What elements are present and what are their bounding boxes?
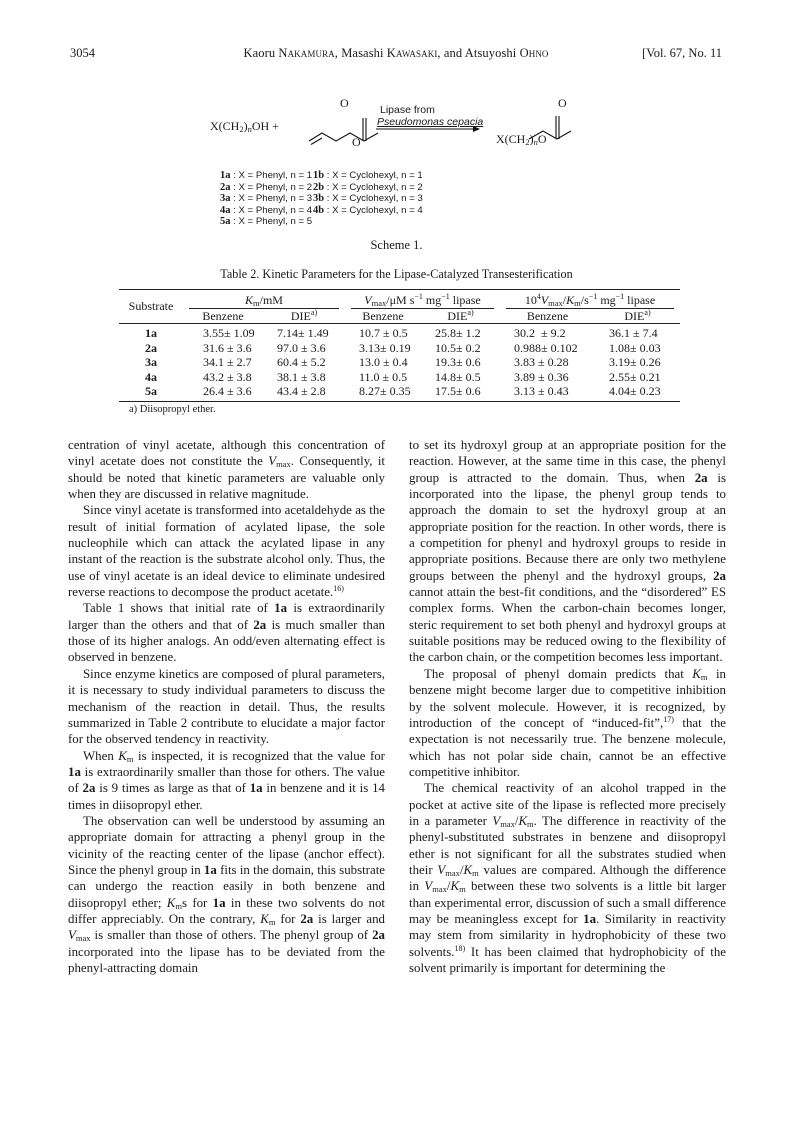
header-substrate: Substrate — [119, 290, 183, 324]
body-paragraph: The chemical reactivity of an alcohol trapped in the pocket at active site of the lipase is reflected more precisely in a parameter $V_{max}/K_m$. The difference in reactivity of the phenyl-substituted substrates in benzene and diisopropyl ether is not significant for all the substrates studied when their $V_{max}/K_m$ values are compared. Although the difference in $V_{max}/K_m$ between these two solvents is a little bit larger than experimental error, discussion of such a small difference may be meaningless except for 1a. Similarity in reactivity may stem from similarity in hydrophobicity of these two solvents.$^{18)}$ It has been claimed that hydrophobicity of the solvent primarily is important for determining the — [409, 781, 727, 975]
value-cell: 11.0 ± 0.5 — [359, 369, 408, 384]
compound-entry: 1b : X = Cyclohexyl, n = 1 — [313, 170, 423, 181]
value-cell: 43.2 ± 3.8 — [203, 369, 252, 384]
page-number: 3054 — [70, 46, 95, 60]
substrate-cell: 5a — [119, 384, 183, 401]
table-row — [119, 370, 680, 385]
body-paragraph: Since enzyme kinetics are composed of plural parameters, it is necessary to study individual parameters to discuss the mechanism of the reaction in detail. Thus, the results summarized in Table 2 contribute to elucidate a major factor for the observed tendency in reactivity. — [68, 666, 385, 747]
value-cell: 10.5± 0.2 — [435, 340, 481, 355]
value-cell: 0.988± 0.102 — [514, 340, 578, 355]
value-cell: 2.55± 0.21 — [609, 369, 661, 384]
value-cell: 3.83 ± 0.28 — [514, 355, 569, 369]
header-benzene-vmax: Benzene — [345, 309, 421, 324]
value-cell: 14.8± 0.5 — [435, 369, 481, 384]
body-column-right — [409, 437, 726, 976]
header-benzene-km: Benzene — [183, 309, 263, 324]
kinetic-parameters-table — [119, 289, 680, 402]
oxygen-label-ester: O — [352, 135, 361, 149]
compound-entry: 4b : X = Cyclohexyl, n = 4 — [313, 204, 423, 216]
compound-entry: 3b : X = Cyclohexyl, n = 3 — [313, 193, 423, 204]
value-cell: 43.4 ± 2.8 — [263, 384, 345, 401]
header-benzene-ratio: Benzene — [500, 309, 595, 324]
value-cell: 36.1 ± 7.4 — [609, 326, 658, 340]
table-row — [119, 384, 680, 401]
scheme-caption: Scheme 1. — [370, 238, 423, 252]
value-cell: 31.6 ± 3.6 — [203, 340, 252, 355]
reagent-organism: Pseudomonas cepacia — [377, 116, 484, 128]
table-caption: Table 2. Kinetic Parameters for the Lipase-Catalyzed Transesterification — [220, 267, 573, 281]
substrate-cell: 3a — [145, 355, 157, 369]
running-header — [70, 46, 722, 62]
header-die-vmax: DIE$^{a)}$ — [421, 309, 500, 324]
value-cell: 3.13± 0.19 — [359, 340, 411, 355]
table-row — [119, 355, 680, 370]
value-cell: 4.04± 0.23 — [595, 384, 680, 401]
value-cell: 1.08± 0.03 — [609, 340, 661, 355]
body-column-left — [68, 437, 385, 976]
value-cell: 25.8± 1.2 — [435, 326, 481, 340]
value-cell: 13.0 ± 0.4 — [359, 355, 408, 369]
reactant-alcohol: $X(CH_2)_nOH$ + — [210, 119, 279, 134]
compound-entry: 2b : X = Cyclohexyl, n = 2 — [313, 181, 423, 193]
header-vmax: $V_{max}/\mu M$ $s^{-1}$ $mg^{-1}$ lipase — [351, 293, 494, 309]
value-cell: 3.19± 0.26 — [609, 355, 661, 369]
value-cell: 38.1 ± 3.8 — [277, 369, 326, 384]
value-cell: 60.4 ± 5.2 — [277, 355, 326, 369]
compound-entry: 2a : X = Phenyl, n = 2 — [220, 181, 313, 193]
value-cell: 3.13 ± 0.43 — [500, 384, 595, 401]
value-cell: 7.14± 1.49 — [277, 326, 329, 340]
product-formula: $X(CH_2)_nO$ — [496, 132, 547, 147]
value-cell: 19.3± 0.6 — [435, 355, 481, 369]
value-cell: 10.7 ± 0.5 — [359, 326, 408, 340]
compound-entry: 3a : X = Phenyl, n = 3 — [220, 193, 313, 204]
body-paragraph: The observation can well be understood by assuming an appropriate domain for attracting a phenyl group in the vicinity of the reacting center of the lipase (anchor effect). Since the phenyl group in 1a fits in the domain, this substrate can undergo the reaction easily in both benzene and diisopropyl ether; $K_ms$ for 1a in these two solvents do not differ appreciably. On the contrary, $K_m$ for 2a is larger and $V_{max}$ is smaller than those of others. The phenyl group of 2a incorporated into the lipase has to be deviated from the phenyl-attracting domain — [68, 813, 386, 975]
header-die-ratio: DIE$^{a)}$ — [595, 309, 680, 324]
substrate-cell: 4a — [145, 369, 157, 384]
volume-info: [Vol. 67, No. 11 — [642, 46, 722, 60]
body-paragraph: The proposal of phenyl domain predicts that $K_m$ in benzene might become larger due to competitive inhibition by the solvent molecule. However, it is recognized, by introduction of the concept of “induced-fit”,$^{17)}$ that the expectation is not necessarily true. The benzene molecule, which has not polar side chain, cannot be an effective competitive inhibitor. — [409, 666, 727, 779]
value-cell: 8.27± 0.35 — [345, 384, 421, 401]
reagent-label: Lipase from — [380, 104, 435, 116]
compound-list-phenyl — [220, 170, 312, 228]
oxygen-label-reactant: O — [340, 96, 349, 110]
body-paragraph: Table 1 shows that initial rate of 1a is extraordinarily larger than the others and that of 2a is much smaller than those of its higher analogs. An odd/even alternating effect is observed in benzene. — [68, 601, 385, 665]
body-paragraph: centration of vinyl acetate, although this concentration of vinyl acetate does not constitute the $V_{max}$. Consequently, it should be noted that kinetic parameters are valuable only when they are discussed in relative magnitude. — [68, 438, 386, 502]
value-cell: 17.5± 0.6 — [421, 384, 500, 401]
header-km: $K_m/mM$ — [189, 293, 339, 309]
value-cell: 3.89 ± 0.36 — [514, 369, 569, 384]
compound-entry: 4a : X = Phenyl, n = 4 — [220, 204, 313, 216]
value-cell: 30.2 ± 9.2 — [514, 326, 566, 340]
author-line: Kaoru Nakamura, Masashi Kawasaki, and Atsuyoshi Ohno — [243, 46, 549, 60]
table-footnote: a) Diisopropyl ether. — [129, 404, 216, 415]
compound-list-cyclohexyl — [313, 170, 423, 216]
table-row — [119, 324, 680, 341]
body-paragraph: When $K_m$ is inspected, it is recognized that the value for 1a is extraordinarily smaller than those for others. The value of 2a is 9 times as large as that of 1a in benzene and it is 14 times in diisopropyl ether. — [68, 748, 385, 812]
table-row — [119, 341, 680, 356]
body-paragraph: Since vinyl acetate is transformed into acetaldehyde as the result of initial formation of acylated lipase, the sole nucleophile which can attack the acylated lipase in any instant of the reaction is the substrate alcohol only. Thus, the use of vinyl acetate is an ideal device to eliminate undesired reverse reactions to decompose the product acetate.$^{16)}$ — [68, 503, 385, 600]
substrate-cell: 2a — [145, 340, 157, 355]
value-cell: 26.4 ± 3.6 — [183, 384, 263, 401]
value-cell: 34.1 ± 2.7 — [203, 355, 252, 369]
value-cell: 3.55± 1.09 — [203, 326, 255, 340]
oxygen-label-product: O — [558, 96, 567, 110]
substrate-cell: 1a — [145, 326, 157, 340]
header-vmax-km: $10^4V_{max}/K_m/s^{-1}$ $mg^{-1}$ lipase — [506, 293, 674, 309]
compound-entry: 1a : X = Phenyl, n = 1 — [220, 170, 313, 181]
reaction-scheme — [210, 98, 590, 258]
header-die-km: DIE$^{a)}$ — [263, 309, 345, 324]
compound-entry: 5a : X = Phenyl, n = 5 — [220, 216, 313, 227]
value-cell: 97.0 ± 3.6 — [277, 340, 326, 355]
body-paragraph: to set its hydroxyl group at an appropriate position for the reaction. However, at the same time in this case, the phenyl group is attracted to the domain. Thus, when 2a is incorporated into the lipase, the phenyl group tends to approach the domain to set the hydroxyl group at an appropriate position for the reaction. In other words, there is a competition for phenyl and hydroxyl groups to reside in appropriate positions. Because there are only two methylene groups between the phenyl and the hydroxyl groups, 2a cannot attain the best-fit conditions, and the “disordered” ES complex forms. When the carbon-chain becomes longer, steric requirement to set both phenyl and hydroxyl groups at suitable positions may be reduced owing to the flexibility of the carbon chain, or the competition becomes less important. — [409, 438, 726, 665]
